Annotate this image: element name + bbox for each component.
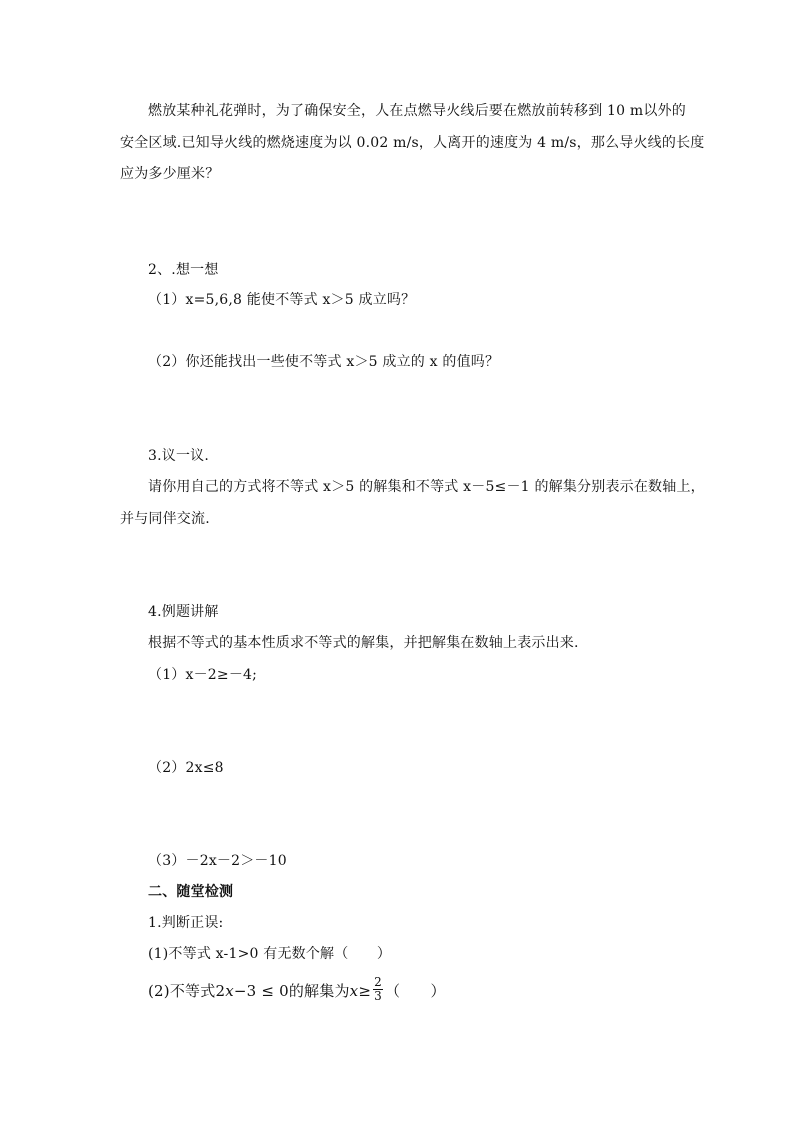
section2-heading: 2、.想一想 [148, 262, 219, 278]
intro-line-2: 安全区域.已知导火线的燃烧速度为以 0.02 m/s，人离开的速度为 4 m/s，那么导火线的长度 [120, 135, 705, 151]
part2-heading: 二、随堂检测 [148, 884, 234, 900]
judgement-item-1: (1)不等式 x-1>0 有无数个解（ ） [148, 946, 392, 962]
section4-intro: 根据不等式的基本性质求不等式的解集，并把解集在数轴上表示出来. [148, 635, 579, 651]
section3-heading: 3.议一议. [148, 448, 210, 464]
item2-mid: 的解集为 [288, 982, 350, 1000]
fraction-denominator: 3 [374, 988, 382, 1003]
item2-answer-blank: （ ） [384, 982, 446, 1000]
example-problem-3: （3）－2x－2＞－10 [148, 853, 287, 869]
example-problem-1: （1）x－2≥－4; [148, 667, 258, 683]
section2-question-2: （2）你还能找出一些使不等式 x＞5 成立的 x 的值吗？ [148, 354, 500, 370]
solution-fraction [373, 976, 383, 1003]
solution-variable: x [349, 982, 359, 1000]
intro-line-1: 燃放某种礼花弹时，为了确保安全，人在点燃导火线后要在燃放前转移到 10 m以外的 [148, 103, 686, 119]
section4-heading: 4.例题讲解 [148, 604, 219, 620]
item2-lead: (2)不等式 [148, 982, 216, 1000]
section2-question-1: （1）x=5,6,8 能使不等式 x＞5 成立吗？ [148, 292, 416, 308]
fraction-numerator: 2 [374, 974, 382, 989]
inequality-coefficient: 2 [215, 982, 226, 1000]
example-problem-2: （2）2x≤8 [148, 760, 224, 776]
inequality-variable: x [225, 982, 234, 1000]
section3-line-1: 请你用自己的方式将不等式 x＞5 的解集和不等式 x－5≤－1 的解集分别表示在数轴上， [148, 479, 705, 495]
inequality-rest: −3 ≤ 0 [233, 982, 289, 1000]
part2-subheading: 1.判断正误: [148, 915, 224, 931]
intro-line-3: 应为多少厘米？ [120, 166, 220, 182]
judgement-item-2 [148, 976, 446, 1006]
solution-relation: ≥ [358, 982, 372, 1000]
section3-line-2: 并与同伴交流. [120, 511, 210, 527]
